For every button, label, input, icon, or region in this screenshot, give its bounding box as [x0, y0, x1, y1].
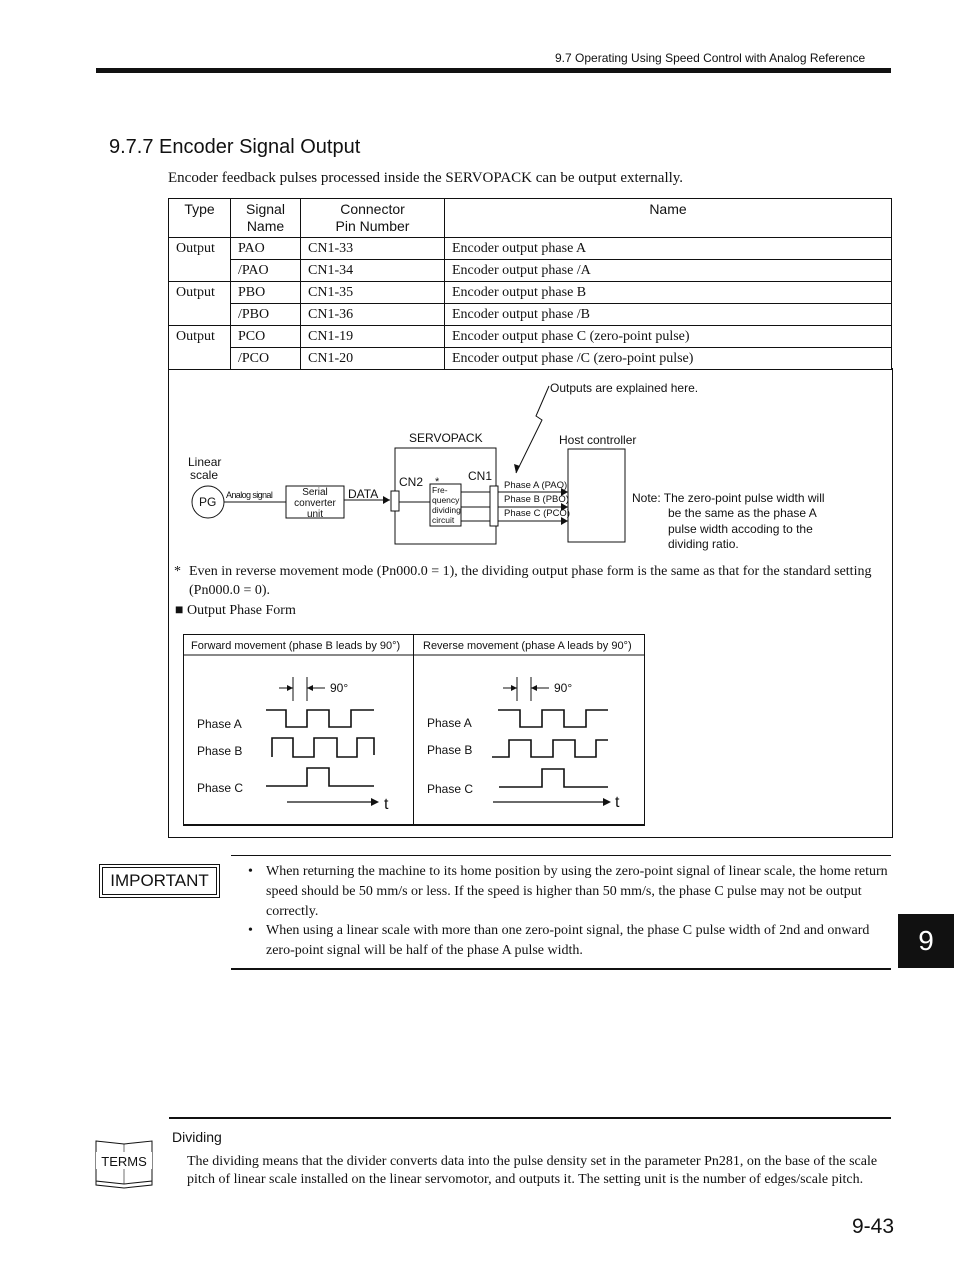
cell-pin: CN1-19 [301, 326, 445, 348]
forward-group [197, 677, 389, 813]
page-number: 9-43 [852, 1215, 895, 1238]
linear-scale-label-2: scale [190, 468, 219, 482]
cell-signal: PBO [231, 282, 301, 304]
important-item [248, 862, 890, 922]
cn2-connector [391, 491, 399, 511]
footnote-star: * [174, 564, 181, 579]
cell-name: Encoder output phase B [445, 282, 892, 304]
forward-phase-a-label: Phase A [197, 717, 242, 731]
reverse-time-arrow [603, 798, 611, 806]
cell-type: Output [169, 326, 231, 370]
note-line-4: dividing ratio. [668, 537, 739, 551]
forward-time-arrow [371, 798, 379, 806]
cell-type: Output [169, 282, 231, 326]
reverse-phase-a-wave [498, 710, 608, 727]
section-title: 9.7.7 Encoder Signal Output [109, 136, 361, 158]
forward-90-deg: 90° [330, 681, 349, 695]
note-line-2: be the same as the phase A [668, 506, 817, 520]
host-controller-box [568, 449, 625, 542]
reverse-phase-a-label: Phase A [427, 716, 472, 730]
reverse-title: Reverse movement (phase A leads by 90°) [423, 640, 632, 652]
col-type: Type [169, 199, 231, 238]
linear-scale-label: Linear [188, 455, 222, 469]
note-line-1: Note: The zero-point pulse width will [632, 491, 825, 505]
terms-book-icon [93, 1138, 155, 1190]
phase-waveforms [183, 634, 647, 828]
table-row [169, 304, 892, 326]
chapter-tab: 9 [898, 914, 954, 968]
important-item-text: When returning the machine to its home position by using the zero-point signal of linear scale, the home return speed should be 50 mm/s or less. If the speed is higher than 50 mm/s, the phase C pulse may not be output correctly. [266, 864, 888, 919]
table-row [169, 326, 892, 348]
cell-name: Encoder output phase A [445, 238, 892, 260]
cell-signal: /PBO [231, 304, 301, 326]
table-row [169, 260, 892, 282]
lightning-arrow [516, 386, 549, 473]
note-line-3: pulse width accoding to the [668, 522, 813, 536]
reverse-group [427, 677, 620, 811]
table-header-row [169, 199, 892, 238]
cell-pin: CN1-35 [301, 282, 445, 304]
terms-rule [169, 1117, 891, 1119]
cell-signal: /PCO [231, 348, 301, 370]
phase-c-out-label: Phase C (PCO) [504, 508, 570, 519]
reverse-phase-c-wave [499, 769, 608, 787]
cell-signal: PCO [231, 326, 301, 348]
phase-a-out-label: Phase A (PAO) [504, 480, 568, 491]
running-header: 9.7 Operating Using Speed Control with Analog Reference [555, 51, 866, 65]
cn1-label: CN1 [468, 469, 493, 483]
freq-label-3: dividing [432, 505, 461, 515]
forward-phase-a-wave [266, 710, 374, 727]
divider-star: * [435, 476, 440, 488]
reverse-t-label: t [615, 794, 620, 811]
freq-label-2: quency [432, 495, 460, 505]
important-bottom-rule [231, 968, 891, 970]
cell-name: Encoder output phase /A [445, 260, 892, 282]
table-row [169, 238, 892, 260]
encoder-block-diagram [168, 368, 892, 558]
cn1-connector [490, 486, 498, 526]
intro-text: Encoder feedback pulses processed inside the SERVOPACK can be output externally. [168, 170, 684, 186]
important-item-text: When using a linear scale with more than one zero-point signal, the phase C pulse width of 2nd and onward zero-point signal will be half of the phase A pulse width. [266, 923, 870, 958]
cell-name: Encoder output phase C (zero-point pulse) [445, 326, 892, 348]
forward-phase-c-wave [266, 768, 374, 786]
signal-table [168, 198, 892, 370]
forward-t-label: t [384, 796, 389, 813]
footnote-text: Even in reverse movement mode (Pn000.0 = 1), the dividing output phase form is the same as that for the standard setting (Pn000.0 = 0). [189, 564, 872, 598]
important-item [248, 921, 890, 961]
servopack-label: SERVOPACK [409, 431, 483, 445]
col-signal-name: Signal Name [231, 199, 301, 238]
reverse-box [414, 635, 645, 826]
serial-label-1: Serial [302, 487, 328, 498]
terms-icon-label: TERMS [101, 1154, 147, 1169]
cell-signal: PAO [231, 238, 301, 260]
cell-name: Encoder output phase /C (zero-point pulse) [445, 348, 892, 370]
data-arrow-head [383, 496, 390, 504]
forward-phase-c-label: Phase C [197, 781, 244, 795]
bullet-dot: • [248, 864, 253, 879]
important-badge: IMPORTANT [102, 867, 217, 895]
terms-heading: Dividing [172, 1129, 222, 1145]
analog-signal-label: Analog signal [226, 490, 273, 500]
freq-label-4: circuit [432, 515, 455, 525]
freq-label-1: Fre- [432, 485, 448, 495]
reverse-phase-b-wave [492, 740, 608, 757]
col-connector-pin: Connector Pin Number [301, 199, 445, 238]
bullet-dot: • [248, 923, 253, 938]
host-controller-label: Host controller [559, 433, 637, 447]
outputs-note: Outputs are explained here. [550, 381, 699, 395]
reverse-phase-b-label: Phase B [427, 743, 473, 757]
data-label: DATA [348, 487, 379, 501]
terms-definition: The dividing means that the divider converts data into the pulse density set in the parameter Pn281, on the base of the scale pitch of linear scale installed on the linear servomotor, and outputs it. The setting unit is the number of edges/scale pitch. [187, 1154, 878, 1187]
reverse-90-deg: 90° [554, 681, 573, 695]
forward-title: Forward movement (phase B leads by 90°) [191, 640, 401, 652]
reverse-phase-c-label: Phase C [427, 782, 474, 796]
cell-pin: CN1-33 [301, 238, 445, 260]
col-name: Name [445, 199, 892, 238]
cell-pin: CN1-20 [301, 348, 445, 370]
cn2-label: CN2 [399, 475, 424, 489]
table-row [169, 282, 892, 304]
phase-b-out-label: Phase B (PBO) [504, 494, 569, 505]
output-phase-form-heading: ■ Output Phase Form [175, 603, 296, 618]
cell-pin: CN1-36 [301, 304, 445, 326]
cell-pin: CN1-34 [301, 260, 445, 282]
serial-label-2: converter [294, 498, 336, 509]
table-row [169, 348, 892, 370]
cell-type: Output [169, 238, 231, 282]
forward-phase-b-wave [272, 738, 374, 757]
cell-name: Encoder output phase /B [445, 304, 892, 326]
serial-label-3: unit [306, 509, 324, 520]
forward-phase-b-label: Phase B [197, 744, 243, 758]
pg-label: PG [199, 495, 217, 509]
important-top-rule [231, 855, 891, 856]
footnote [174, 562, 889, 600]
header-rule [96, 68, 891, 73]
cell-signal: /PAO [231, 260, 301, 282]
